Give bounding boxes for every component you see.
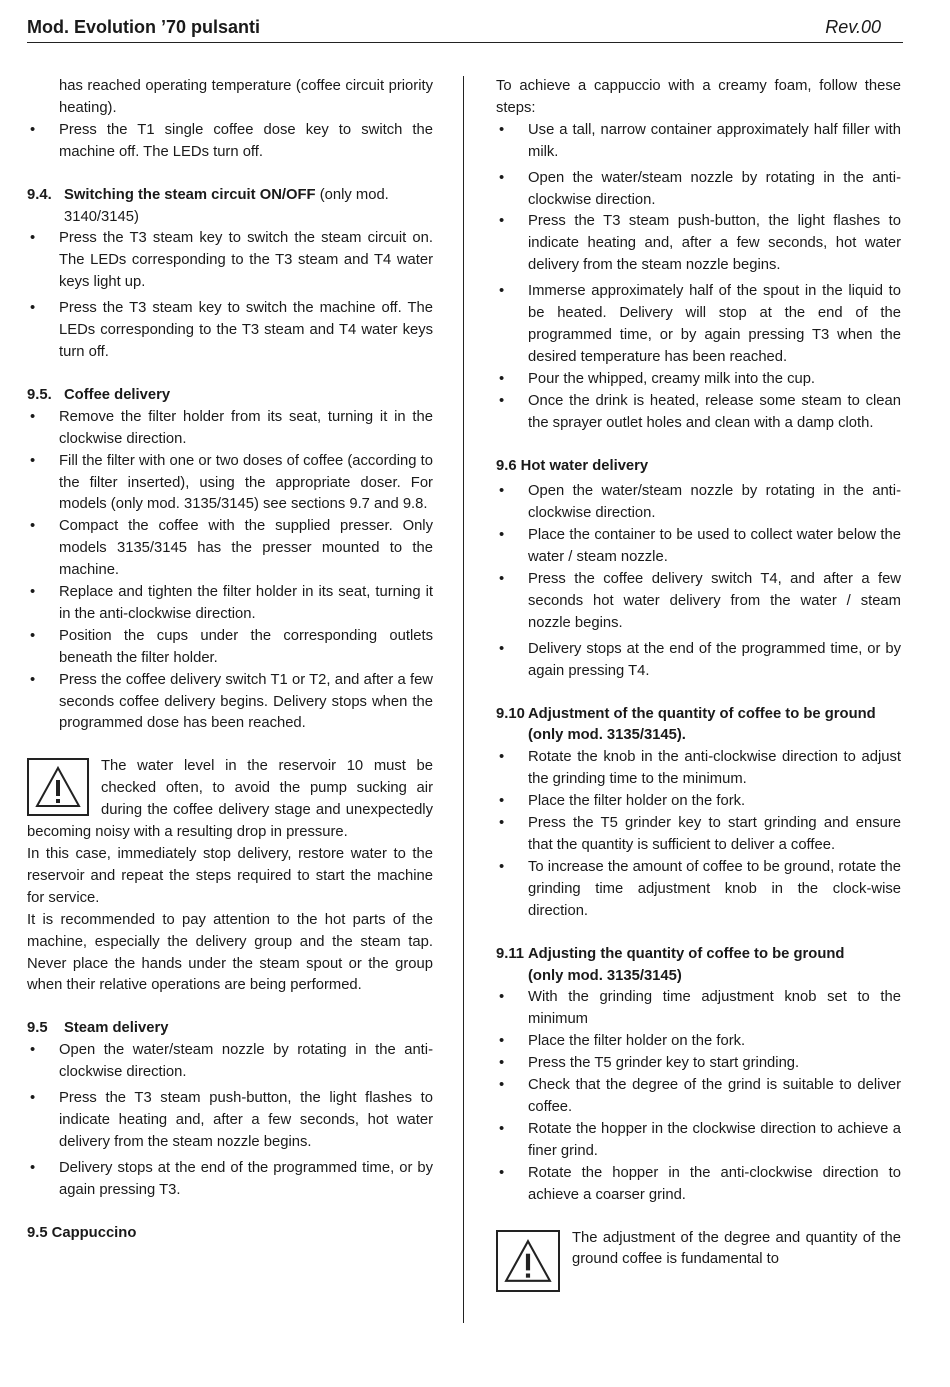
bullet-icon: • xyxy=(30,671,36,688)
list-item: • Rotate the hopper in the anti-clockwise direction to achieve a coarser grind. xyxy=(499,1164,901,1203)
bullet-icon: • xyxy=(30,627,36,644)
bullet-icon: • xyxy=(499,169,505,186)
list-item: • Delivery stops at the end of the programmed time, or by again pressing T4. xyxy=(499,640,901,679)
bullet-icon: • xyxy=(30,452,36,469)
bullet-icon: • xyxy=(499,1033,505,1050)
list-item: • Place the container to be used to collect water below the water / steam nozzle. xyxy=(499,527,901,566)
warning-triangle-icon xyxy=(27,758,89,816)
bullet-icon: • xyxy=(499,640,505,657)
bullet-icon: • xyxy=(499,370,505,387)
section-heading-9-10: 9.10 Adjustment of the quantity of coffee to be ground (only mod. 3135/3145). xyxy=(496,705,876,744)
list-item: • Press the T3 steam key to switch the steam circuit on. The LEDs corresponding to the T3 steam and T4 water keys light up. xyxy=(30,230,433,291)
bullet-icon: • xyxy=(499,527,505,544)
bullet-icon: • xyxy=(499,749,505,766)
bullet-icon: • xyxy=(30,518,36,535)
bullet-icon: • xyxy=(30,300,36,317)
list-item: • Press the T3 steam key to switch the machine off. The LEDs corresponding to the T3 steam and T4 water keys turn off. xyxy=(30,300,433,360)
paragraph: It is recommended to pay attention to the hot parts of the machine, especially the delivery group and the steam tap. Never place the hands under the steam spout or the group when their relative operations are being performed. xyxy=(27,911,433,994)
bullet-icon: • xyxy=(499,213,505,230)
revision-label: Rev.00 xyxy=(825,17,881,37)
column-divider xyxy=(463,76,464,1323)
section-heading-9-11: 9.11 Adjusting the quantity of coffee to be ground (only mod. 3135/3145) xyxy=(496,945,845,984)
list-item: • Remove the filter holder from its seat, turning it in the clockwise direction. xyxy=(30,408,433,447)
paragraph: In this case, immediately stop delivery, restore water to the reservoir and repeat the steps required to start the machine for service. xyxy=(27,846,433,906)
warning-triangle-icon xyxy=(496,1230,560,1292)
list-item: • Pour the whipped, creamy milk into the cup. xyxy=(496,369,901,391)
list-item: • Press the T1 single coffee dose key to switch the machine off. The LEDs turn off. xyxy=(30,121,433,160)
list-item: • Open the water/steam nozzle by rotating in the anti-clockwise direction. xyxy=(499,169,901,208)
list-item: • Open the water/steam nozzle by rotating in the anti-clockwise direction. xyxy=(30,1042,433,1081)
warning-box xyxy=(496,1228,901,1294)
list-item: • Check that the degree of the grind is suitable to deliver coffee. xyxy=(499,1077,901,1115)
list-item: • Place the filter holder on the fork. xyxy=(496,791,901,813)
bullet-icon: • xyxy=(499,989,505,1006)
page-header xyxy=(27,14,903,43)
section-heading-9-5-coffee: 9.5. Coffee delivery xyxy=(27,386,171,403)
bullet-icon: • xyxy=(499,815,505,832)
bullet-icon: • xyxy=(499,793,505,810)
list-item: • Position the cups under the corresponding outlets beneath the filter holder. xyxy=(30,627,433,666)
bullet-icon: • xyxy=(499,571,505,588)
list-item: • Press the coffee delivery switch T1 or T2, and after a few seconds coffee delivery begins. Delivery stops when the programmed dose has been reached. xyxy=(30,671,433,732)
bullet-icon: • xyxy=(30,121,36,138)
paragraph: To achieve a cappuccio with a creamy foam, follow these steps: xyxy=(496,78,901,116)
list-item: • Press the coffee delivery switch T4, and after a few seconds hot water delivery from the water / steam nozzle begins. xyxy=(499,571,901,631)
list-item: • Place the filter holder on the fork. xyxy=(496,1031,901,1053)
bullet-icon: • xyxy=(30,230,36,247)
list-item: • Open the water/steam nozzle by rotating in the anti-clockwise direction. xyxy=(499,483,901,522)
bullet-icon: • xyxy=(499,1077,505,1094)
bullet-icon: • xyxy=(499,392,505,409)
document-title: Mod. Evolution ’70 pulsanti xyxy=(27,17,261,37)
bullet-icon: • xyxy=(499,1164,505,1181)
section-heading-9-5-steam: 9.5 Steam delivery xyxy=(27,1020,169,1037)
section-heading-9-4-cont: 3140/3145) xyxy=(64,208,139,225)
bullet-icon: • xyxy=(499,1120,505,1137)
list-item: • Once the drink is heated, release some steam to clean the sprayer outlet holes and clean with a damp cloth. xyxy=(499,392,901,431)
list-item: • Fill the filter with one or two doses of coffee (according to the filter inserted), using the appropriate doser. For models (only mod. 3135/3145) see sections 9.7 and 9.8. xyxy=(30,452,433,513)
list-item: • Rotate the knob in the anti-clockwise direction to adjust the grinding time to the minimum. xyxy=(499,749,901,788)
section-heading-9-4: 9.4. Switching the steam circuit ON/OFF (only mod. xyxy=(27,186,389,203)
bullet-icon: • xyxy=(30,584,36,601)
list-item: • Use a tall, narrow container approximately half filler with milk. xyxy=(499,121,901,160)
right-column xyxy=(496,76,901,1294)
bullet-icon: • xyxy=(30,1159,36,1176)
list-item: • Delivery stops at the end of the programmed time, or by again pressing T3. xyxy=(30,1159,433,1198)
bullet-icon: • xyxy=(30,1042,36,1059)
list-item: • Press the T3 steam push-button, the light flashes to indicate heating and, after a few seconds, hot water delivery from the steam nozzle begins. xyxy=(30,1090,433,1150)
warning-box xyxy=(27,756,433,844)
warning-text: The adjustment of the degree and quantity of the ground coffee is fundamental to xyxy=(572,1229,901,1268)
bullet-icon: • xyxy=(499,1055,505,1072)
list-item: • To increase the amount of coffee to be ground, rotate the grinding time adjustment knob in the clock-wise direction. xyxy=(499,858,901,919)
bullet-icon: • xyxy=(499,283,505,300)
section-heading-9-6: 9.6 Hot water delivery xyxy=(496,457,649,474)
list-item: • Rotate the hopper in the clockwise direction to achieve a finer grind. xyxy=(499,1120,901,1159)
intro-text: has reached operating temperature (coffee circuit priority heating). xyxy=(59,78,433,116)
warning-text: The water level in the reservoir 10 must be checked often, to avoid the pump sucking air during the coffee delivery stage and unexpectedly becoming noisy with a resulting drop in pressure. xyxy=(27,758,433,841)
bullet-icon: • xyxy=(30,1090,36,1107)
bullet-icon: • xyxy=(30,408,36,425)
list-item: • Press the T3 steam push-button, the light flashes to indicate heating and, after a few seconds, hot water delivery from the steam nozzle begins. xyxy=(499,213,901,274)
list-item: • Press the T5 grinder key to start grinding and ensure that the quantity is sufficient to deliver a coffee. xyxy=(499,815,901,853)
section-heading-9-5-cappuccino: 9.5 Cappuccino xyxy=(27,1224,137,1241)
list-item: • With the grinding time adjustment knob set to the minimum xyxy=(499,989,901,1028)
left-column xyxy=(27,76,433,1245)
list-item: • Replace and tighten the filter holder in its seat, turning it in the anti-clockwise direction. xyxy=(30,584,433,622)
list-item: • Press the T5 grinder key to start grinding. xyxy=(496,1053,901,1075)
list-item: • Compact the coffee with the supplied presser. Only models 3135/3145 has the presser mounted to the machine. xyxy=(30,518,433,579)
list-item: • Immerse approximately half of the spout in the liquid to be heated. Delivery will stop at the end of the programmed time, or by again pressing T3 when the desired temperature has been reached. xyxy=(499,283,901,365)
bullet-icon: • xyxy=(499,858,505,875)
bullet-icon: • xyxy=(499,483,505,500)
bullet-icon: • xyxy=(499,121,505,138)
